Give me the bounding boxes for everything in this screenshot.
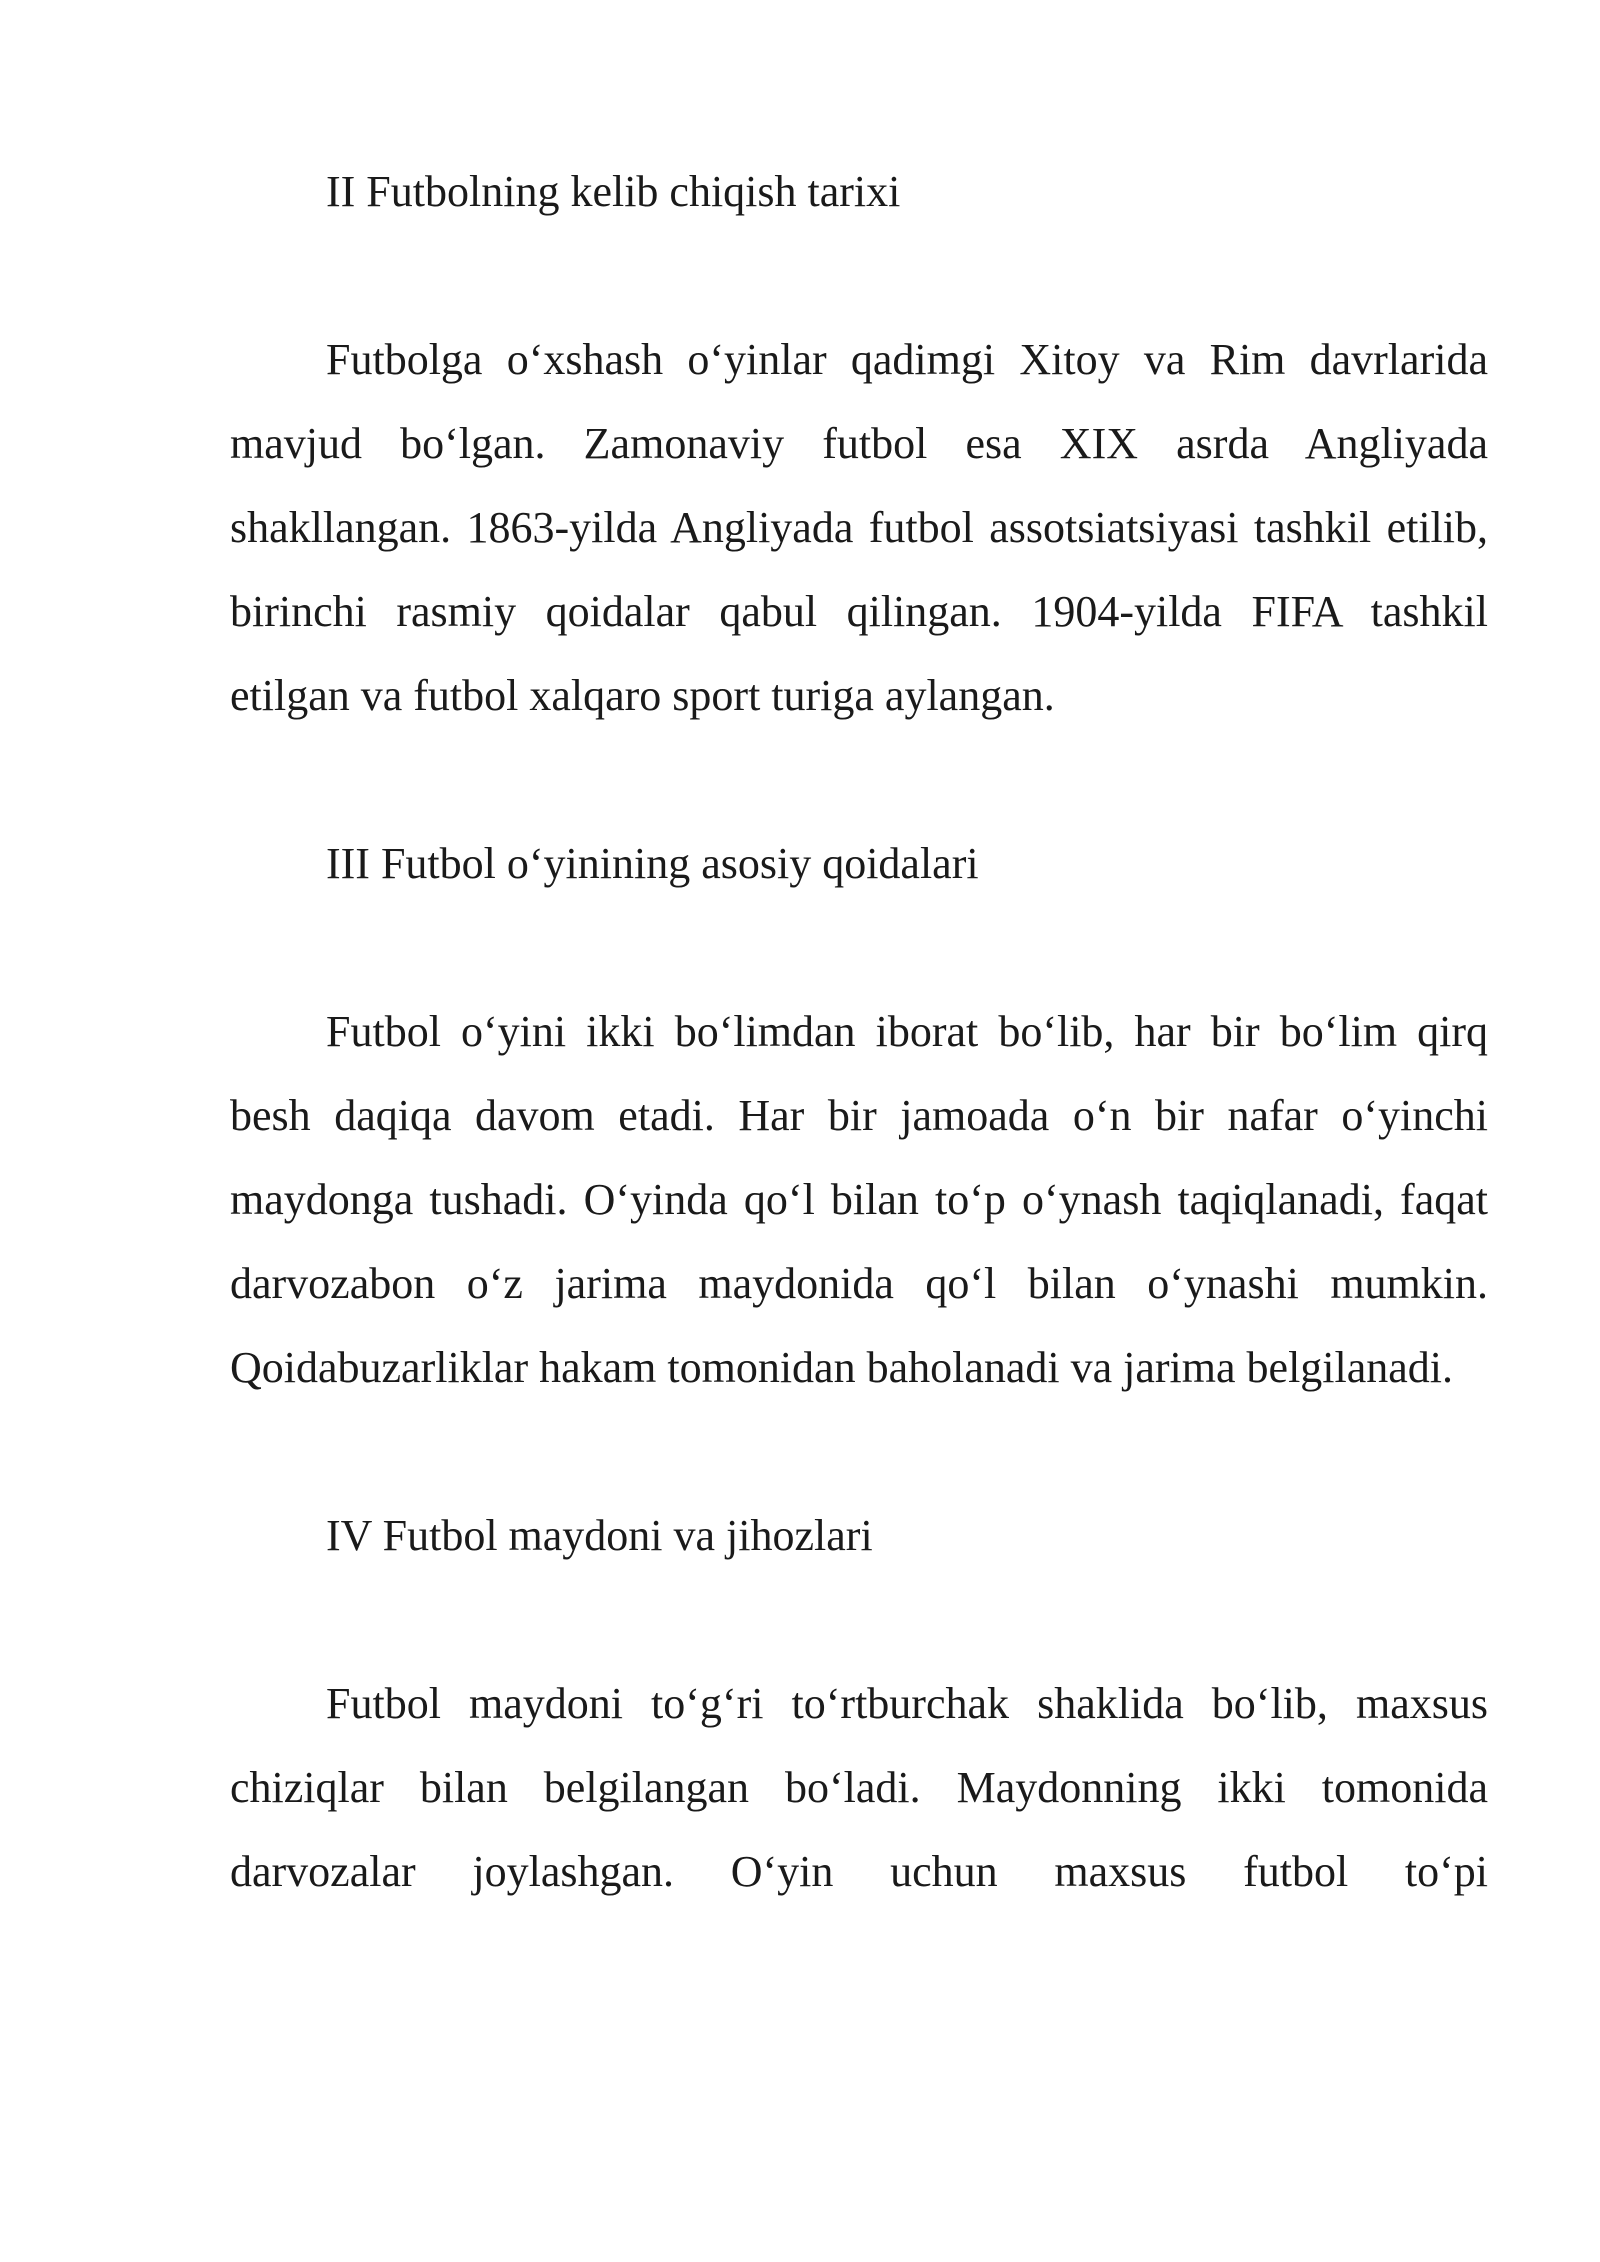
spacer <box>230 906 1488 990</box>
section-heading-history: II Futbolning kelib chiqish tarixi <box>326 167 901 216</box>
section-body-rules: Futbol o‘yini ikki bo‘limdan iborat bo‘lib, har bir bo‘lim qirq besh daqiqa davom etadi. Har bir jamoada o‘n bir nafar o‘yinchi maydonga tushadi. O‘yinda qo‘l bilan to‘p o‘ynash taqiqlanadi, faqat darvozabon o‘z jarima maydonida qo‘l bilan o‘ynashi mumkin. Qoidabuzarliklar hakam tomonidan baholanadi va jarima belgilanadi. <box>230 1007 1488 1392</box>
spacer <box>230 1410 1488 1494</box>
section-heading-rules: III Futbol o‘yinining asosiy qoidalari <box>326 839 979 888</box>
document-content <box>230 150 1488 1914</box>
spacer <box>230 738 1488 822</box>
spacer <box>230 1578 1488 1662</box>
section-body-history: Futbolga o‘xshash o‘yinlar qadimgi Xitoy va Rim davrlarida mavjud bo‘lgan. Zamonaviy futbol esa XIX asrda Angliyada shakllangan. 1863-yilda Angliyada futbol assotsiatsiyasi tashkil etilib, birinchi rasmiy qoidalar qabul qilingan. 1904-yilda FIFA tashkil etilgan va futbol xalqaro sport turiga aylangan. <box>230 335 1488 720</box>
section-heading-field: IV Futbol maydoni va jihozlari <box>326 1511 873 1560</box>
spacer <box>230 234 1488 318</box>
section-body-field: Futbol maydoni to‘g‘ri to‘rtburchak shaklida bo‘lib, maxsus chiziqlar bilan belgilangan bo‘ladi. Maydonning ikki tomonida darvozalar joylashgan. O‘yin uchun maxsus futbol to‘pi <box>230 1679 1488 1896</box>
